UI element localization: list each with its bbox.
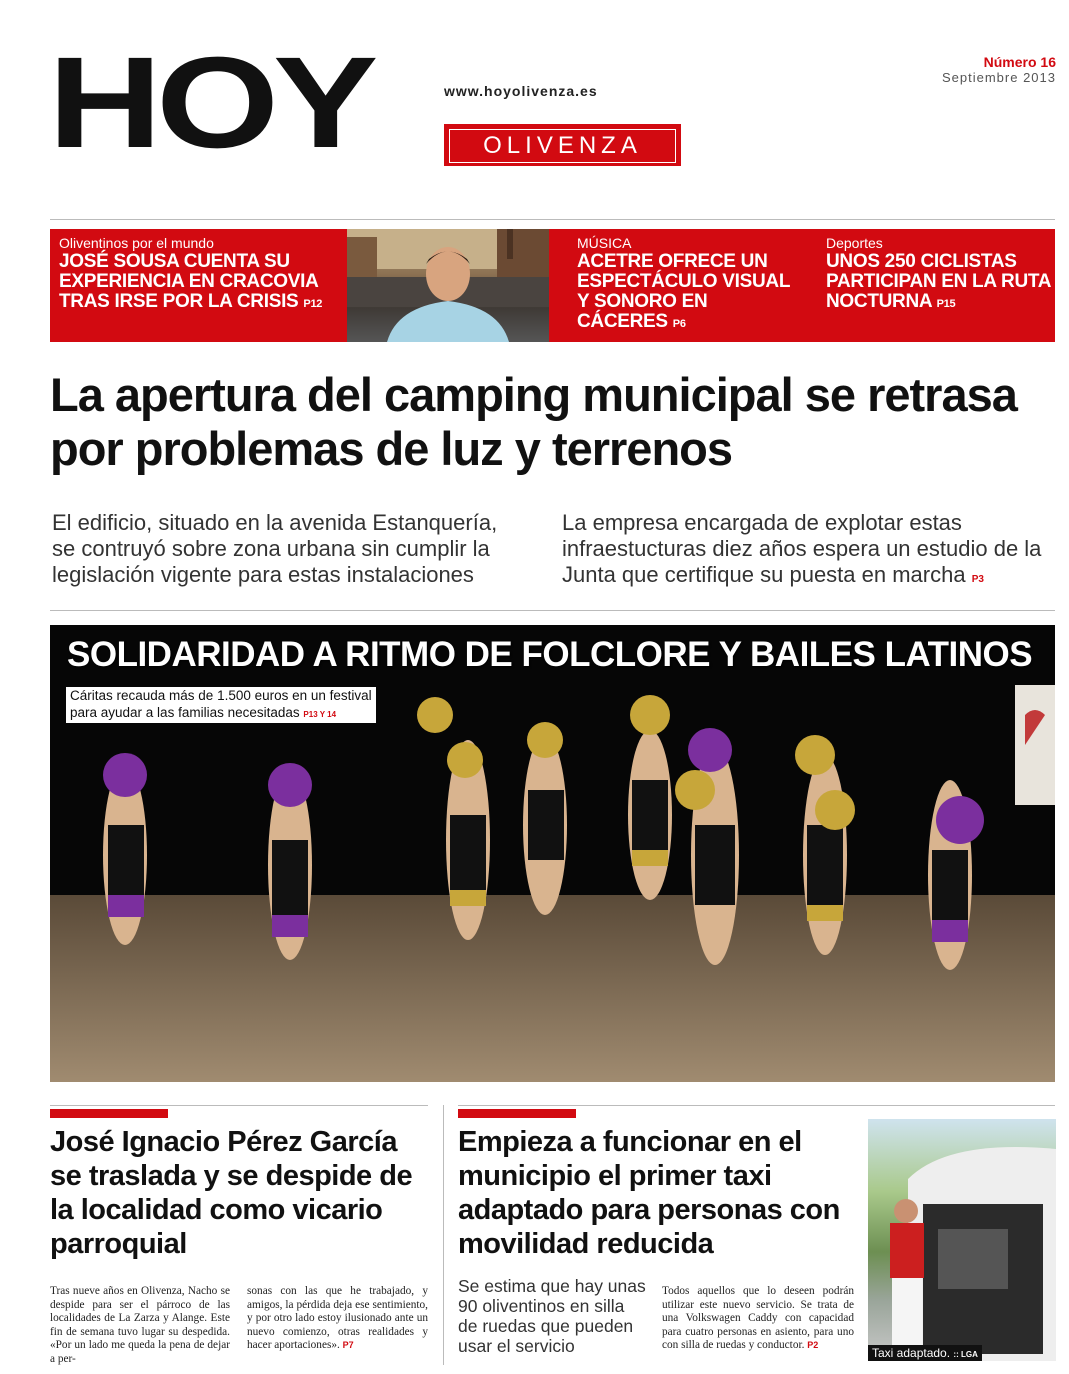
- story1-headline[interactable]: José Ignacio Pérez García se traslada y se despide de la localidad como vicario parroquial: [50, 1126, 413, 1260]
- story2-body: Todos aquellos que lo deseen podrán utilizar este nuevo servicio. Se trata de una Volkswagen Caddy con capacidad para cuatro personas en asiento, para uno con silla de ruedas y conductor. P2: [662, 1285, 854, 1351]
- teaser-cracovia[interactable]: [59, 235, 344, 314]
- section-accent-bar: [50, 1109, 168, 1118]
- page-ref: P2: [807, 1340, 819, 1350]
- issue-date: Septiembre 2013: [941, 70, 1056, 85]
- story2-lead: Se estima que hay unas 90 oliventinos en silla de ruedas que pueden usar el servicio: [458, 1276, 646, 1356]
- divider: [50, 219, 1055, 220]
- feature-caption: Cáritas recauda más de 1.500 euros en un festival para ayudar a las familias necesitadas P13 Y 14: [66, 687, 376, 723]
- story2-headline[interactable]: Empieza a funcionar en el municipio el primer taxi adaptado para personas con movilidad reducida: [458, 1126, 840, 1260]
- section-accent-bar: [458, 1109, 576, 1118]
- page-ref: P6: [672, 318, 686, 330]
- jose-sousa-photo: [347, 229, 549, 342]
- page-ref: P15: [936, 298, 956, 310]
- column-separator: [443, 1105, 444, 1365]
- page-ref: P7: [342, 1340, 354, 1350]
- divider: [50, 610, 1055, 611]
- teaser-title: JOSÉ SOUSA CUENTA SU EXPERIENCIA EN CRACOVIA TRAS IRSE POR LA CRISIS P12: [59, 251, 323, 312]
- teaser-kicker: Oliventinos por el mundo: [59, 235, 214, 251]
- hoy-logo: HOY: [48, 30, 373, 175]
- story1-body-col1: Tras nueve años en Olivenza, Nacho se despide para ser el párroco de las localidades de La Zarza y Alange. Este fin de semana tuvo lugar su despedida. «Por un lado me queda la pena de dejar a per-: [50, 1285, 230, 1365]
- story1-body-col2: sonas con las que he trabajado, y amigos, la pérdida deja ese sentimiento, y por otro lado estoy ilusionado ante un nuevo comienzo, otras realidades y hacer aportaciones». P7: [247, 1285, 428, 1351]
- edition-label: OLIVENZA: [449, 129, 676, 163]
- teaser-kicker: MÚSICA: [577, 235, 632, 251]
- teaser-acetre[interactable]: [577, 235, 797, 334]
- feature-photo[interactable]: [50, 625, 1055, 1082]
- divider: [458, 1105, 1055, 1106]
- issue-info: [942, 54, 1056, 85]
- feature-title: SOLIDARIDAD A RITMO DE FOLCLORE Y BAILES LATINOS: [67, 635, 1033, 674]
- teaser-kicker: Deportes: [826, 235, 883, 251]
- taxi-caption: Taxi adaptado. :: LGA: [868, 1345, 982, 1361]
- teaser-title: ACETRE OFRECE UN ESPECTÁCULO VISUAL Y SONORO EN CÁCERES P6: [577, 251, 790, 332]
- taxi-illustration: [868, 1119, 1056, 1361]
- subtitle-left: El edificio, situado en la avenida Estanquería, se contruyó sobre zona urbana sin cumplir la legislación vigente para estas instalaciones: [52, 510, 498, 587]
- subtitle-right: La empresa encargada de explotar estas infraestucturas diez años espera un estudio de la Junta que certifique su puesta en marcha P3: [562, 510, 1042, 587]
- teaser-title: UNOS 250 CICLISTAS PARTICIPAN EN LA RUTA NOCTURNA P15: [826, 251, 1051, 312]
- issue-number: Número 16: [983, 54, 1056, 70]
- divider: [50, 1105, 428, 1106]
- photo-credit: :: LGA: [953, 1350, 978, 1359]
- teaser-ciclistas[interactable]: [826, 235, 1051, 314]
- taxi-photo[interactable]: [868, 1119, 1056, 1361]
- page-ref: P3: [971, 574, 984, 585]
- page-ref: P12: [303, 298, 323, 310]
- page-ref: P13 Y 14: [303, 710, 337, 719]
- edition-box: [444, 124, 681, 166]
- website-url[interactable]: www.hoyolivenza.es: [444, 83, 598, 99]
- main-headline[interactable]: La apertura del camping municipal se retrasa por problemas de luz y terrenos: [50, 368, 1017, 475]
- teaser-band: [50, 229, 1055, 342]
